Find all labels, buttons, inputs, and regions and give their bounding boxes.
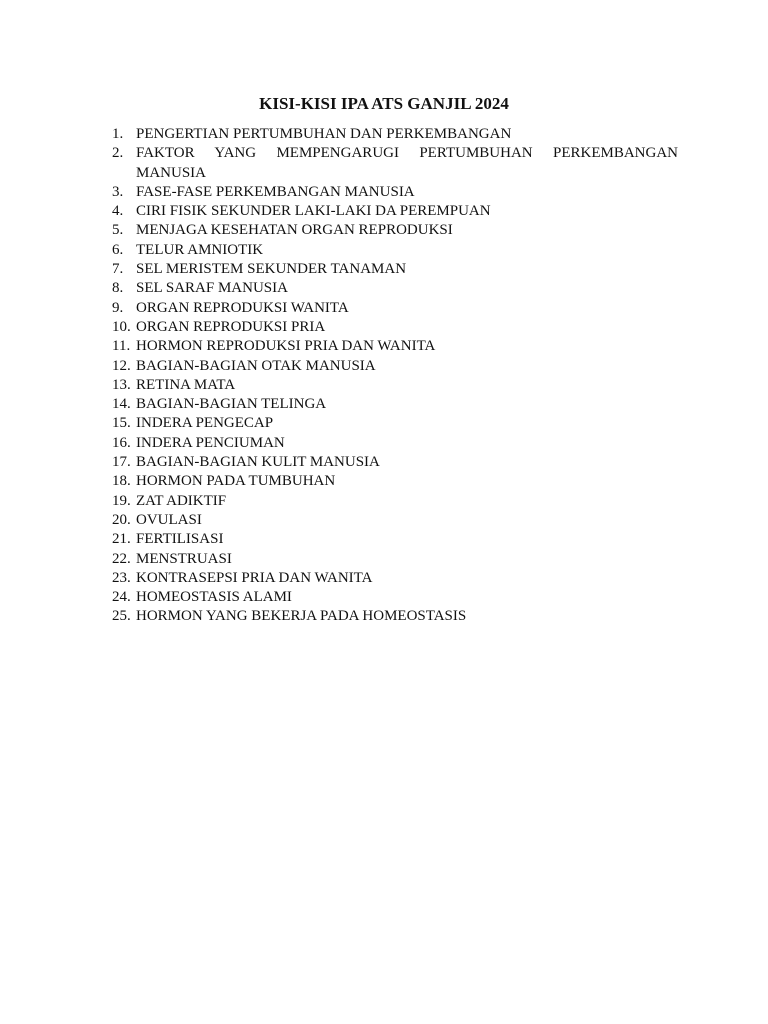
list-item: [112, 337, 678, 356]
list-item: [112, 202, 678, 221]
list-item: [112, 183, 678, 202]
list-item-number: 2.: [112, 145, 124, 162]
list-item: [112, 395, 678, 414]
list-item-number: 22.: [112, 550, 131, 567]
list-item-text: SEL SARAF MANUSIA: [136, 280, 288, 297]
topic-list: [112, 125, 678, 627]
list-item-number: 24.: [112, 589, 131, 606]
list-item-number: 3.: [112, 183, 124, 200]
list-item: [112, 414, 678, 433]
list-item-number: 16.: [112, 434, 131, 451]
list-item-text: BAGIAN-BAGIAN KULIT MANUSIA: [136, 454, 380, 471]
list-item-text: FASE-FASE PERKEMBANGAN MANUSIA: [136, 183, 415, 200]
list-item: [112, 221, 678, 240]
list-item: [112, 299, 678, 318]
list-item: [112, 260, 678, 279]
list-item-text: SEL MERISTEM SEKUNDER TANAMAN: [136, 261, 407, 278]
list-item-number: 8.: [112, 280, 124, 297]
list-item-text: INDERA PENCIUMAN: [136, 434, 285, 451]
list-item-text: HORMON REPRODUKSI PRIA DAN WANITA: [136, 338, 436, 355]
list-item-number: 14.: [112, 396, 131, 413]
list-item: [112, 279, 678, 298]
list-item-number: 23.: [112, 569, 131, 586]
list-item: [112, 588, 678, 607]
list-item: [112, 125, 678, 144]
list-item: [112, 550, 678, 569]
list-item-text: HORMON PADA TUMBUHAN: [136, 473, 336, 490]
list-item-text: ZAT ADIKTIF: [136, 492, 227, 509]
list-item-text: MENJAGA KESEHATAN ORGAN REPRODUKSI: [136, 222, 453, 239]
document-title: KISI-KISI IPA ATS GANJIL 2024: [259, 94, 509, 113]
list-item-number: 18.: [112, 473, 131, 490]
list-item-number: 17.: [112, 454, 131, 471]
list-item-text: KONTRASEPSI PRIA DAN WANITA: [136, 569, 373, 586]
list-item-number: 13.: [112, 376, 131, 393]
list-item-number: 21.: [112, 531, 131, 548]
list-item-text: OVULASI: [136, 511, 202, 528]
list-item: [112, 530, 678, 549]
list-item-number: 10.: [112, 318, 131, 335]
list-item-text: MENSTRUASI: [136, 550, 232, 567]
list-item-number: 7.: [112, 261, 124, 278]
list-item: [112, 376, 678, 395]
list-item-number: 15.: [112, 415, 131, 432]
list-item: [112, 357, 678, 376]
list-item: [112, 453, 678, 472]
list-item: [112, 434, 678, 453]
list-item-text: INDERA PENGECAP: [136, 415, 274, 432]
list-item-text: RETINA MATA: [136, 376, 236, 393]
list-item-number: 4.: [112, 203, 124, 220]
list-item-text: ORGAN REPRODUKSI PRIA: [136, 318, 326, 335]
list-item-text: BAGIAN-BAGIAN TELINGA: [136, 396, 327, 413]
list-item: [112, 144, 678, 183]
list-item-text: FAKTOR YANG MEMPENGARUGI PERTUMBUHAN PERKEMBANGAN MANUSIA: [136, 145, 678, 181]
list-item-text: FERTILISASI: [136, 531, 224, 548]
list-item: [112, 607, 678, 626]
list-item-number: 19.: [112, 492, 131, 509]
list-item-number: 20.: [112, 511, 131, 528]
list-item-text: CIRI FISIK SEKUNDER LAKI-LAKI DA PEREMPUAN: [136, 203, 491, 220]
list-item-number: 5.: [112, 222, 124, 239]
list-item: [112, 511, 678, 530]
list-item-text: TELUR AMNIOTIK: [136, 241, 264, 258]
list-item-text: HOMEOSTASIS ALAMI: [136, 589, 292, 606]
list-item: [112, 569, 678, 588]
list-item-number: 1.: [112, 126, 124, 142]
list-item: [112, 492, 678, 511]
list-item-number: 6.: [112, 241, 124, 258]
list-item-text: HORMON YANG BEKERJA PADA HOMEOSTASIS: [136, 608, 467, 625]
list-item: [112, 318, 678, 337]
list-item-number: 12.: [112, 357, 131, 374]
list-item-number: 11.: [112, 338, 131, 355]
list-item-text: ORGAN REPRODUKSI WANITA: [136, 299, 349, 316]
list-item: [112, 472, 678, 491]
list-item-number: 9.: [112, 299, 124, 316]
list-item-text: PENGERTIAN PERTUMBUHAN DAN PERKEMBANGAN: [136, 126, 512, 142]
list-item: [112, 241, 678, 260]
list-item-text: BAGIAN-BAGIAN OTAK MANUSIA: [136, 357, 376, 374]
list-item-number: 25.: [112, 608, 131, 625]
